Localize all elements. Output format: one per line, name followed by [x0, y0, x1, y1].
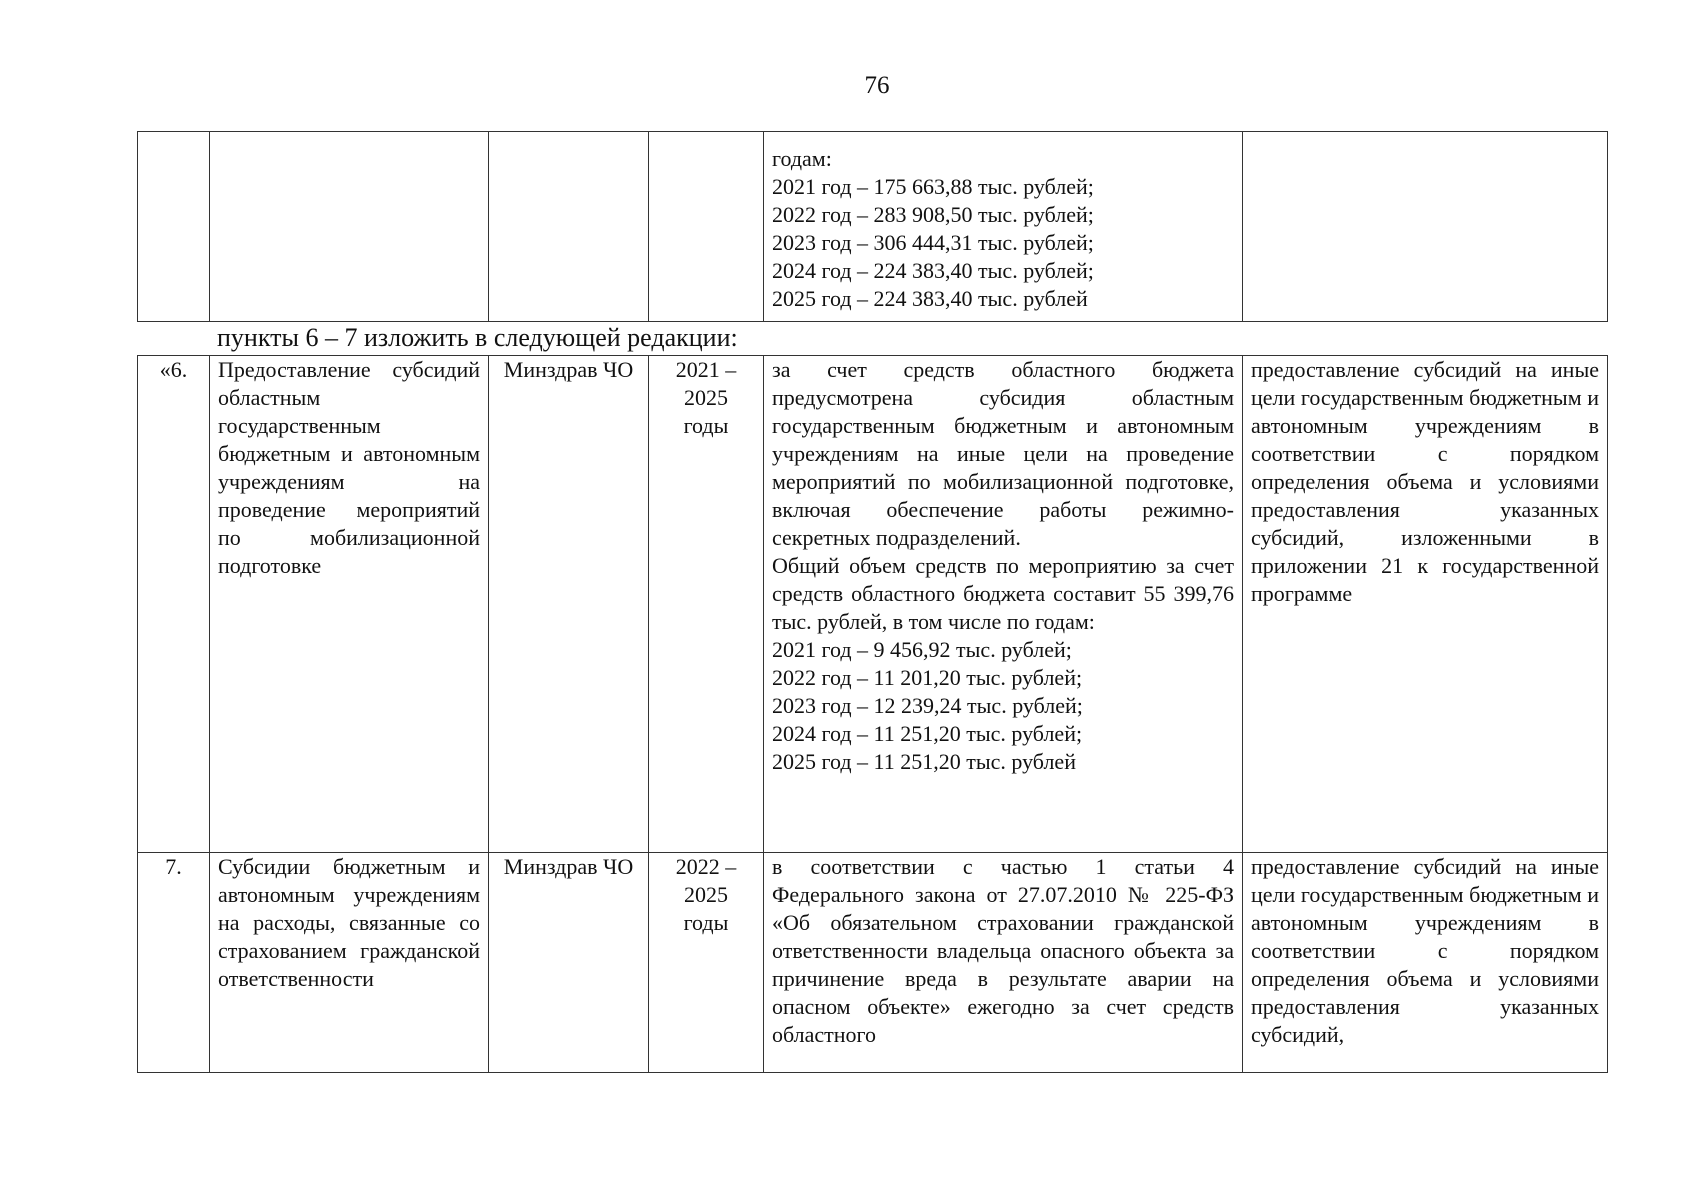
source-year: 2021 год – 9 456,92 тыс. рублей;: [772, 637, 1072, 662]
years-line: годы: [683, 413, 729, 438]
years-line: годы: [683, 910, 729, 935]
measures-table: [137, 355, 1608, 1073]
measure-name: Субсидии бюджетным и автономным учреждениям на расходы, связанные со страхованием гражданской ответственности: [210, 853, 489, 1073]
years-line: 2021 –: [675, 357, 737, 382]
source-year: 2022 год – 11 201,20 тыс. рублей;: [772, 665, 1083, 690]
source-year: 2025 год – 11 251,20 тыс. рублей: [772, 749, 1076, 774]
row-number: 7.: [138, 853, 210, 1073]
amendment-text: пункты 6 – 7 изложить в следующей редакции:: [217, 323, 738, 352]
funding-source: в соответствии с частью 1 статьи 4 Федерального закона от 27.07.2010 № 225-ФЗ «Об обязательном страховании гражданской ответственности владельца опасного объекта за причинение вреда в результате аварии на опасном объекте» ежегодно за счет средств областного: [764, 853, 1243, 1073]
table-row: [138, 356, 1608, 853]
cell-years: [649, 132, 764, 322]
source-year: 2023 год – 12 239,24 тыс. рублей;: [772, 693, 1083, 718]
cell-num: [138, 132, 210, 322]
expected-result: предоставление субсидий на иные цели государственным бюджетным и автономным учреждениям в соответствии с порядком определения объема и условиями предоставления указанных субсидий,: [1243, 853, 1608, 1073]
years-line: 2025: [684, 882, 728, 907]
source-line: 2025 год – 224 383,40 тыс. рублей: [772, 286, 1088, 311]
executor: Минздрав ЧО: [489, 356, 649, 853]
row-number: «6.: [138, 356, 210, 853]
measure-name: Предоставление субсидий областным государственным бюджетным и автономным учреждениям на проведение мероприятий по мобилизационной подготовке: [210, 356, 489, 853]
cell-note: [1243, 132, 1608, 322]
years-period: [649, 356, 764, 853]
source-line: 2022 год – 283 908,50 тыс. рублей;: [772, 202, 1094, 227]
source-year: 2024 год – 11 251,20 тыс. рублей;: [772, 721, 1083, 746]
years-line: 2025: [684, 385, 728, 410]
source-total: Общий объем средств по мероприятию за счет средств областного бюджета составит 55 399,76 тыс. рублей, в том числе по годам:: [772, 553, 1234, 634]
source-line: 2021 год – 175 663,88 тыс. рублей;: [772, 174, 1094, 199]
cell-source: [764, 132, 1243, 322]
table-row: [138, 132, 1608, 322]
page-number: 76: [864, 72, 890, 99]
cell-executor: [489, 132, 649, 322]
executor: Минздрав ЧО: [489, 853, 649, 1073]
continuation-table: [137, 131, 1608, 322]
table-row: [138, 853, 1608, 1073]
source-line: 2023 год – 306 444,31 тыс. рублей;: [772, 230, 1094, 255]
cell-name: [210, 132, 489, 322]
expected-result: предоставление субсидий на иные цели государственным бюджетным и автономным учреждениям в соответствии с порядком определения объема и условиями предоставления указанных субсидий, изложенными в приложении 21 к государственной программе: [1243, 356, 1608, 853]
years-period: [649, 853, 764, 1073]
source-line: 2024 год – 224 383,40 тыс. рублей;: [772, 258, 1094, 283]
source-paragraph: за счет средств областного бюджета предусмотрена субсидия областным государственным бюджетным и автономным учреждениям на иные цели на проведение мероприятий по мобилизационной подготовке, включая обеспечение работы режимно-секретных подразделений.: [772, 357, 1234, 550]
years-line: 2022 –: [675, 854, 737, 879]
source-line: годам:: [772, 146, 832, 171]
funding-source: [764, 356, 1243, 853]
